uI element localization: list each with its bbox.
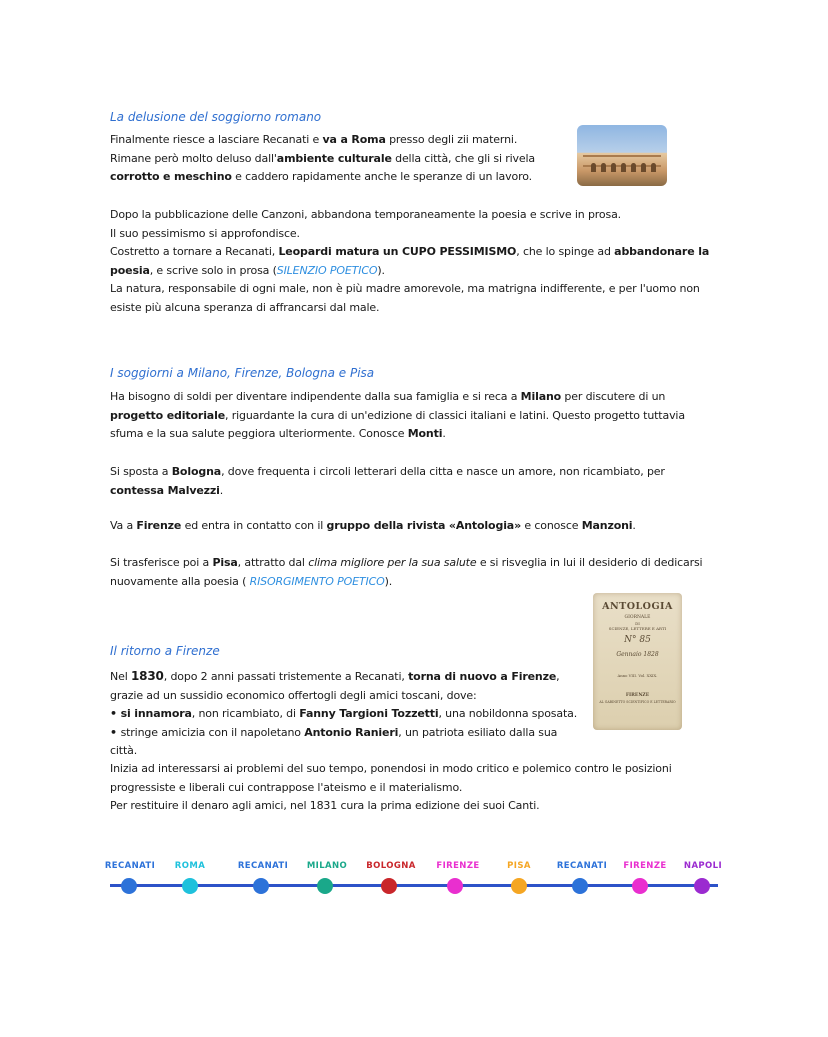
paragraph-soggiorni-1: Ha bisogno di soldi per diventare indipendente dalla sua famiglia e si reca a Milano per discutere di un progetto editoriale, riguardante la cura di un'edizione di classici italiani e latini. Questo progetto tuttavia sfuma e la sua salute peggiora ulteriormente. Conosce Monti. [110,390,685,440]
silenzio-poetico-link: SILENZIO POETICO [276,263,378,277]
paragraph-soggiorni-2: Si sposta a Bologna, dove frequenta i circoli letterari della citta e nasce un amore, non ricambiato, per contessa Malvezzi. [110,465,665,497]
section-heading-ritorno: Il ritorno a Firenze [110,644,220,658]
paragraph-ritorno-1: Nel 1830, dopo 2 anni passati tristemente a Recanati, torna di nuovo a Firenze, grazie ad un sussidio economico offertogli degli amici toscani, dove: • si innamora, non ricambiato, di Fanny Targioni Tozzetti, una nobildonna sposata. • stringe amicizia con il napoletano Antonio Ranieri, un patriota esiliato dalla sua città. [110,669,578,757]
timeline-dot-milano [317,878,333,894]
timeline-label-recanati: RECANATI [556,861,608,871]
timeline-label-milano: MILANO [306,861,348,871]
timeline-dot-napoli [694,878,710,894]
timeline-label-napoli: NAPOLI [683,861,723,871]
timeline-label-roma: ROMA [174,861,206,871]
timeline-dot-bologna [381,878,397,894]
risorgimento-poetico-link: RISORGIMENTO POETICO [249,574,385,588]
paragraph-roma-2: Dopo la pubblicazione delle Canzoni, abbandona temporaneamente la poesia e scrive in prosa. Il suo pessimismo si approfondisce. Costretto a tornare a Recanati, Leopardi matura un CUPO PESSIMISMO, che lo spinge ad abbandonare la poesia, e scrive solo in prosa (SILENZIO POETICO). La natura, responsabile di ogni male, non è più madre amorevole, ma matrigna indifferente, e per l'uomo non esiste più alcuna speranza di affrancarsi dal male. [110,208,710,314]
paragraph-soggiorni-4: Si trasferisce poi a Pisa, attratto dal clima migliore per la sua salute e si risveglia in lui il desiderio di dedicarsi nuovamente alla poesia ( RISORGIMENTO POETICO). [110,556,703,588]
section-heading-soggiorni: I soggiorni a Milano, Firenze, Bologna e Pisa [110,366,375,380]
paragraph-soggiorni-3: Va a Firenze ed entra in contatto con il gruppo della rivista «Antologia» e conosce Manzoni. [110,519,636,532]
section-heading-roma: La delusione del soggiorno romano [110,110,322,124]
timeline-label-firenze: FIRENZE [436,861,480,871]
antologia-cover-image: ANTOLOGIA GIORNALE DI SCIENZE, LETTERE E ARTI N° 85 Gennaio 1828 Anno VIII. Vol. XXIX. FIRENZE AL GABINETTO SCIENTIFICO E LETTERARIO [593,593,682,730]
timeline-dot-recanati [121,878,137,894]
timeline-label-firenze: FIRENZE [623,861,667,871]
timeline-dot-pisa [511,878,527,894]
timeline-line [110,884,718,887]
colosseum-image [577,125,667,186]
timeline-dot-recanati [253,878,269,894]
timeline-label-recanati: RECANATI [237,861,289,871]
timeline-label-bologna: BOLOGNA [366,861,416,871]
paragraph-ritorno-2: Inizia ad interessarsi ai problemi del suo tempo, ponendosi in modo critico e polemico contro le posizioni progressiste e liberali cui contrappose l'ateismo e il materialismo. Per restituire il denaro agli amici, nel 1831 cura la prima edizione dei suoi Canti. [110,762,672,812]
timeline-dot-roma [182,878,198,894]
timeline-label-recanati: RECANATI [104,861,156,871]
timeline-label-pisa: PISA [507,861,531,871]
timeline-dot-recanati [572,878,588,894]
timeline-dot-firenze [447,878,463,894]
timeline-dot-firenze [632,878,648,894]
paragraph-roma-1: Finalmente riesce a lasciare Recanati e va a Roma presso degli zii materni. Rimane però molto deluso dall'ambiente culturale della città, che gli si rivela corrotto e meschino e caddero rapidamente anche le speranze di un lavoro. [110,133,535,183]
